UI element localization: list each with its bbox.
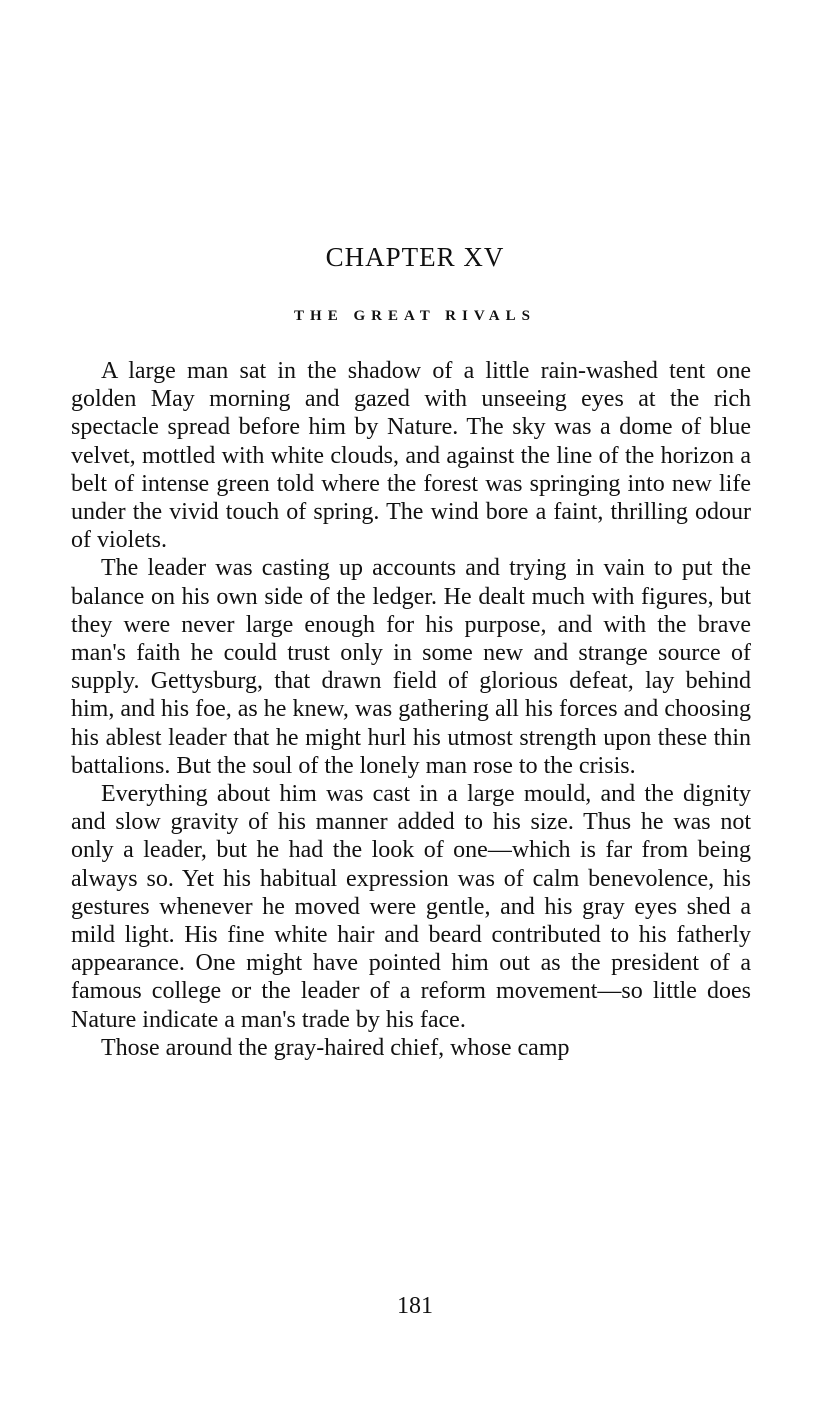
body-text — [71, 357, 751, 1062]
paragraph: The leader was casting up accounts and trying in vain to put the balance on his own side of the ledger. He dealt much with figures, but they were never large enough for his purpose, and with the brave man's faith he could trust only in some new and strange source of supply. Gettysburg, that drawn field of glorious defeat, lay behind him, and his foe, as he knew, was gathering all his forces and choosing his ablest leader that he might hurl his utmost strength upon these thin battalions. But the soul of the lonely man rose to the crisis. — [71, 555, 751, 779]
paragraph: Those around the gray-haired chief, whose camp — [101, 1034, 570, 1061]
chapter-heading: CHAPTER XV — [325, 242, 505, 272]
chapter-subtitle: THE GREAT RIVALS — [294, 308, 536, 324]
paragraph: A large man sat in the shadow of a little rain-washed tent one golden May morning and gazed with unseeing eyes at the rich spectacle spread before him by Nature. The sky was a dome of blue velvet, mottled with white clouds, and against the line of the horizon a belt of intense green told where the forest was springing into new life under the vivid touch of spring. The wind bore a faint, thrilling odour of violets. — [71, 358, 751, 554]
page-number: 181 — [397, 1293, 433, 1319]
paragraph: Everything about him was cast in a large mould, and the dignity and slow gravity of his manner added to his size. Thus he was not only a leader, but he had the look of one—which is far from being always so. Yet his habitual expression was of calm benevolence, his gestures whenever he moved were gentle, and his gray eyes shed a mild light. His fine white hair and beard contributed to his fatherly appearance. One might have pointed him out as the president of a famous college or the leader of a reform movement—so little does Nature indicate a man's trade by his face. — [71, 781, 751, 1033]
